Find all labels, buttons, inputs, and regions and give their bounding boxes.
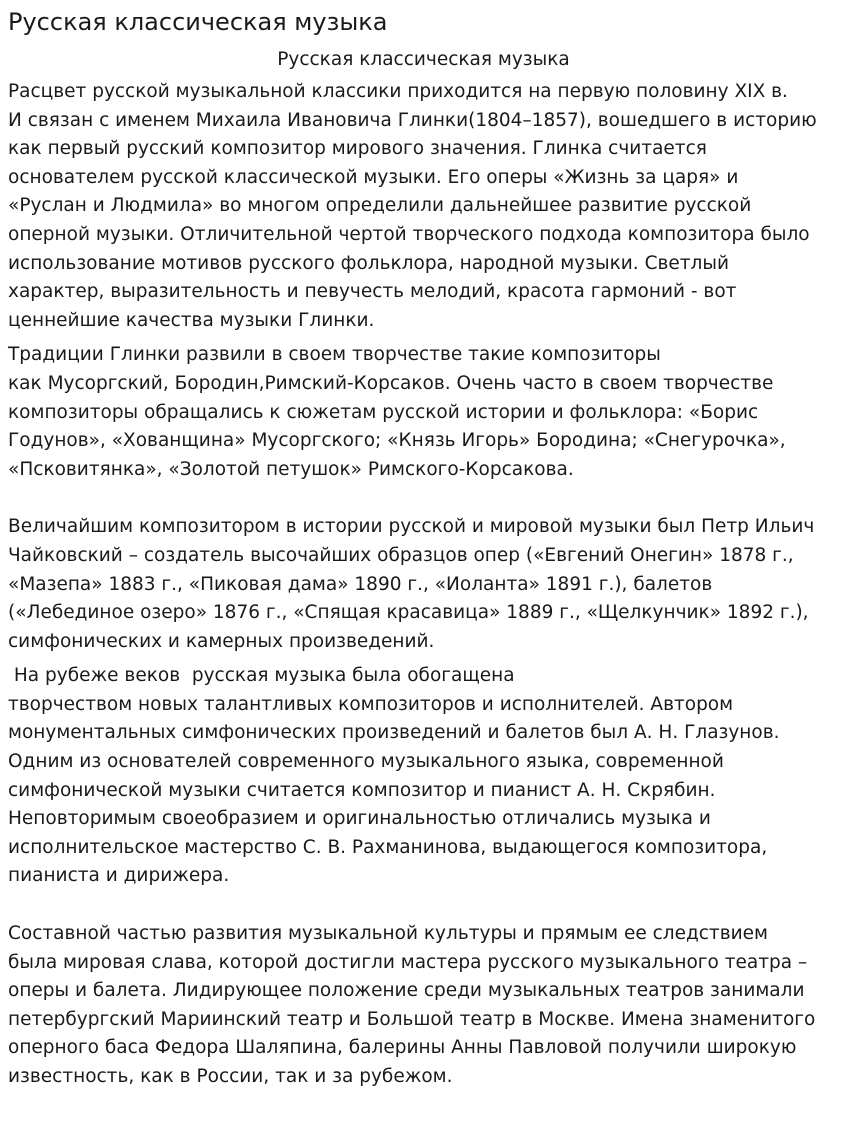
paragraph-line: оперной музыки. Отличительной чертой творческого подхода композитора было [8,223,810,245]
paragraph-line: Расцвет русской музыкальной классики приходится на первую половину XIX в. [8,81,788,102]
paragraph-traditions [8,341,839,484]
paragraph-line: «Руслан и Людмила» во многом определили дальнейшее развитие русской [8,195,752,217]
paragraph-line: пианиста и дирижера. [8,865,230,887]
paragraph-line: композиторы обращались к сюжетам русской истории и фольклора: «Борис [8,401,759,423]
paragraph-line: оперы и балета. Лидирующее положение среди музыкальных театров занимали [8,980,805,1002]
paragraph-line: ценнейшие качества музыки Глинки. [8,309,375,331]
paragraph-line: Одним из основателей современного музыкального языка, современной [8,751,724,773]
paragraph-line: «Псковитянка», «Золотой петушок» Римского-Корсакова. [8,458,574,480]
paragraph-line: Неповторимым своеобразием и оригинальностью отличались музыка и [8,808,711,830]
paragraph-line: как Мусоргский, Бородин,Римский-Корсаков. Очень часто в своем творчестве [8,372,774,394]
paragraph-line: Величайшим композитором в истории русской и мировой музыки был Петр Ильич [8,516,815,538]
paragraph-line: «Мазепа» 1883 г., «Пиковая дама» 1890 г., «Иоланта» 1891 г.), балетов [8,573,713,595]
paragraph-turn-of-century [8,662,839,891]
paragraph-line: основателем русской классической музыки. Его оперы «Жизнь за царя» и [8,166,739,188]
paragraph-line: творчеством новых талантливых композиторов и исполнителей. Автором [8,693,734,715]
paragraph-line: Годунов», «Хованщина» Мусоргского; «Князь Игорь» Бородина; «Снегурочка», [8,430,786,452]
paragraph-line: симфонических и камерных произведений. [8,630,435,652]
paragraph-musical-theatre [8,920,839,1092]
page-title: Русская классическая музыка [8,8,388,36]
paragraph-line: исполнительское мастерство С. В. Рахманинова, выдающегося композитора, [8,836,768,858]
paragraph-line: монументальных симфонических произведений и балетов был А. Н. Глазунов. [8,722,780,744]
paragraph-line: оперного баса Федора Шаляпина, балерины Анны Павловой получили широкую [8,1037,797,1059]
paragraph-line: («Лебединое озеро» 1876 г., «Спящая красавица» 1889 г., «Щелкунчик» 1892 г.), [8,602,809,624]
paragraph-glinka [8,78,839,335]
document-subtitle: Русская классическая музыка [277,49,570,70]
paragraph-tchaikovsky [8,513,839,656]
paragraph-line: И связан с именем Михаила Ивановича Глинки(1804–1857), вошедшего в историю [8,109,817,131]
paragraph-line: Чайковский – создатель высочайших образцов опер («Евгений Онегин» 1878 г., [8,544,794,566]
paragraph-line: использование мотивов русского фольклора, народной музыки. Светлый [8,252,730,274]
paragraph-line: характер, выразительность и певучесть мелодий, красота гармоний - вот [8,281,737,303]
paragraph-line: известность, как в России, так и за рубежом. [8,1066,453,1087]
paragraph-spacer [8,891,839,920]
paragraph-line: петербургский Мариинский театр и Большой театр в Москве. Имена знаменитого [8,1008,816,1030]
paragraph-line: Составной частью развития музыкальной культуры и прямым ее следствием [8,923,768,945]
paragraph-spacer [8,484,839,513]
paragraph-line: Традиции Глинки развили в своем творчестве такие композиторы [8,344,661,366]
paragraph-line: была мировая слава, которой достигли мастера русского музыкального театра – [8,951,808,973]
paragraph-line: как первый русский композитор мирового значения. Глинка считается [8,138,707,160]
paragraph-line: симфонической музыки считается композитор и пианист А. Н. Скрябин. [8,779,716,801]
paragraph-line: На рубеже веков русская музыка была обогащена [8,665,515,687]
